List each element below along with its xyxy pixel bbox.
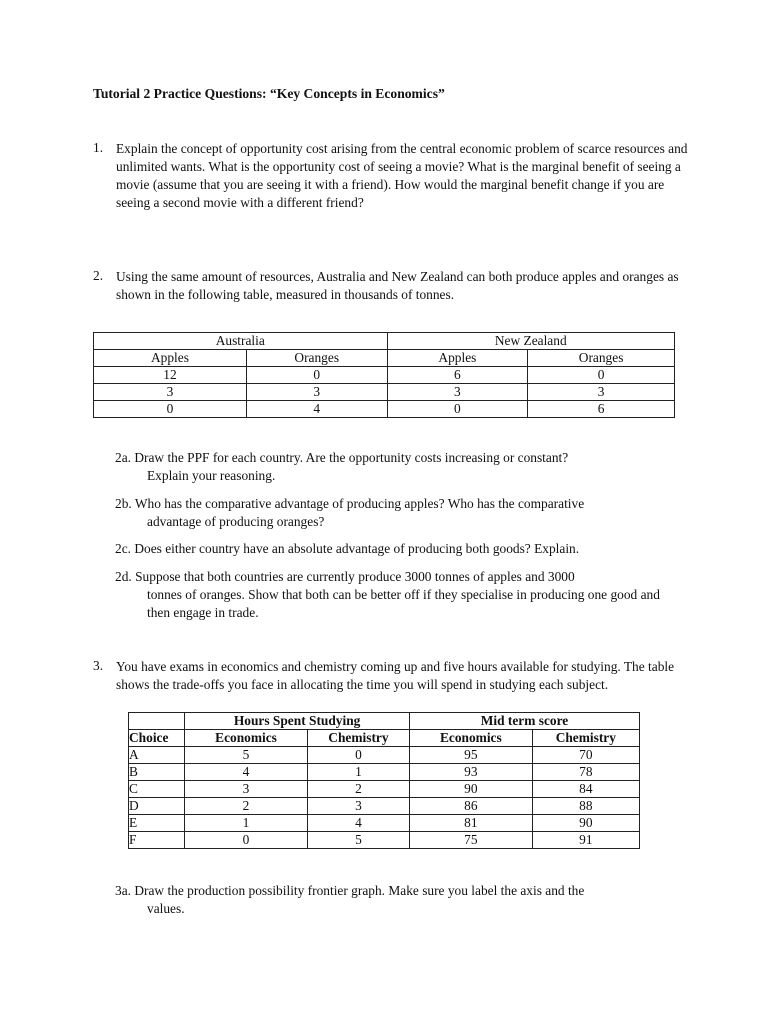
- table-cell: E: [129, 815, 185, 832]
- table-row: [129, 815, 640, 832]
- table-row: [94, 401, 675, 418]
- table-cell: 3: [94, 384, 247, 401]
- group-header: Hours Spent Studying: [185, 713, 410, 730]
- question-3: [93, 658, 693, 694]
- table-row: [94, 367, 675, 384]
- column-header: Economics: [410, 730, 533, 747]
- table-cell: 4: [307, 815, 409, 832]
- question-number: 2.: [93, 268, 104, 283]
- table-cell: D: [129, 798, 185, 815]
- column-header: Economics: [185, 730, 308, 747]
- subquestion-label: 3a.: [115, 883, 131, 898]
- subquestion-continuation: Explain your reasoning.: [147, 468, 276, 483]
- column-header: Oranges: [528, 350, 675, 367]
- subquestion-2d: [115, 568, 675, 622]
- table-cell: 0: [185, 832, 308, 849]
- table-cell: F: [129, 832, 185, 849]
- empty-header-cell: [129, 713, 185, 730]
- table-cell: 4: [246, 401, 387, 418]
- table-cell: 3: [246, 384, 387, 401]
- table-row: [129, 781, 640, 798]
- subquestion-continuation: values.: [147, 901, 185, 916]
- table-cell: B: [129, 764, 185, 781]
- table-header-row: [129, 730, 640, 747]
- table-cell: 6: [528, 401, 675, 418]
- column-header: Choice: [129, 730, 185, 747]
- subquestion-2a: [115, 449, 675, 485]
- table-header-row: [94, 350, 675, 367]
- table-header-row: [129, 713, 640, 730]
- page-title: Tutorial 2 Practice Questions: “Key Concepts in Economics”: [93, 86, 445, 101]
- column-header: Apples: [387, 350, 528, 367]
- table-cell: 5: [307, 832, 409, 849]
- table-row: [129, 764, 640, 781]
- table-row: [129, 747, 640, 764]
- table-cell: 2: [185, 798, 308, 815]
- table-row: [94, 384, 675, 401]
- column-header: Apples: [94, 350, 247, 367]
- subquestion-continuation: advantage of producing oranges?: [147, 514, 325, 529]
- question-number: 3.: [93, 658, 104, 673]
- production-table: [93, 332, 675, 418]
- table-cell: 2: [307, 781, 409, 798]
- table-cell: 3: [185, 781, 308, 798]
- table-cell: 90: [410, 781, 533, 798]
- table-cell: 0: [307, 747, 409, 764]
- column-header: Chemistry: [532, 730, 639, 747]
- table-cell: 81: [410, 815, 533, 832]
- subquestion-text: Suppose that both countries are currently produce 3000 tonnes of apples and 3000: [135, 569, 575, 584]
- subquestion-text: Who has the comparative advantage of producing apples? Who has the comparative: [134, 496, 585, 511]
- subquestion-label: 2a.: [115, 450, 131, 465]
- question-1: [93, 140, 693, 212]
- table-row: [129, 832, 640, 849]
- country-header: New Zealand: [387, 333, 674, 350]
- question-text: Using the same amount of resources, Australia and New Zealand can both produce apples and oranges as shown in the following table, measured in thousands of tonnes.: [116, 269, 679, 302]
- column-header: Chemistry: [307, 730, 409, 747]
- table-cell: 0: [387, 401, 528, 418]
- table-cell: 75: [410, 832, 533, 849]
- subquestion-continuation: tonnes of oranges. Show that both can be better off if they specialise in producing one good and then engage in trade.: [147, 587, 660, 620]
- subquestion-label: 2b.: [115, 496, 132, 511]
- table-cell: A: [129, 747, 185, 764]
- question-number: 1.: [93, 140, 104, 155]
- table-cell: 0: [246, 367, 387, 384]
- study-tradeoff-table: [128, 712, 640, 849]
- subquestion-label: 2c.: [115, 541, 131, 556]
- country-header: Australia: [94, 333, 388, 350]
- table-cell: 12: [94, 367, 247, 384]
- table-cell: 5: [185, 747, 308, 764]
- subquestion-3a: [115, 882, 675, 918]
- table-cell: 3: [387, 384, 528, 401]
- table-cell: 1: [307, 764, 409, 781]
- question-text: You have exams in economics and chemistry coming up and five hours available for studying. The table shows the trade-offs you face in allocating the time you will spend in studying each subject.: [116, 659, 675, 692]
- table-cell: 0: [94, 401, 247, 418]
- table-cell: 3: [528, 384, 675, 401]
- subquestion-text: Draw the production possibility frontier graph. Make sure you label the axis and the: [134, 883, 585, 898]
- table-cell: 86: [410, 798, 533, 815]
- table-cell: 3: [307, 798, 409, 815]
- subquestion-2c: [115, 540, 675, 558]
- table-cell: 78: [532, 764, 639, 781]
- table-cell: 88: [532, 798, 639, 815]
- table-cell: 4: [185, 764, 308, 781]
- question-2: [93, 268, 693, 304]
- subquestion-2b: [115, 495, 675, 531]
- table-cell: 91: [532, 832, 639, 849]
- table-cell: 93: [410, 764, 533, 781]
- group-header: Mid term score: [410, 713, 640, 730]
- table-row: [129, 798, 640, 815]
- subquestion-label: 2d.: [115, 569, 132, 584]
- table-cell: 84: [532, 781, 639, 798]
- table-cell: C: [129, 781, 185, 798]
- subquestion-text: Does either country have an absolute advantage of producing both goods? Explain.: [134, 541, 580, 556]
- subquestion-text: Draw the PPF for each country. Are the opportunity costs increasing or constant?: [134, 450, 569, 465]
- table-cell: 70: [532, 747, 639, 764]
- table-cell: 95: [410, 747, 533, 764]
- table-header-row: [94, 333, 675, 350]
- column-header: Oranges: [246, 350, 387, 367]
- table-cell: 0: [528, 367, 675, 384]
- question-text: Explain the concept of opportunity cost arising from the central economic problem of scarce resources and unlimited wants. What is the opportunity cost of seeing a movie? What is the marginal benefit of seeing a movie (assume that you are seeing it with a friend). How would the marginal benefit change if you are seeing a second movie with a different friend?: [116, 141, 688, 210]
- table-cell: 6: [387, 367, 528, 384]
- table-cell: 1: [185, 815, 308, 832]
- table-cell: 90: [532, 815, 639, 832]
